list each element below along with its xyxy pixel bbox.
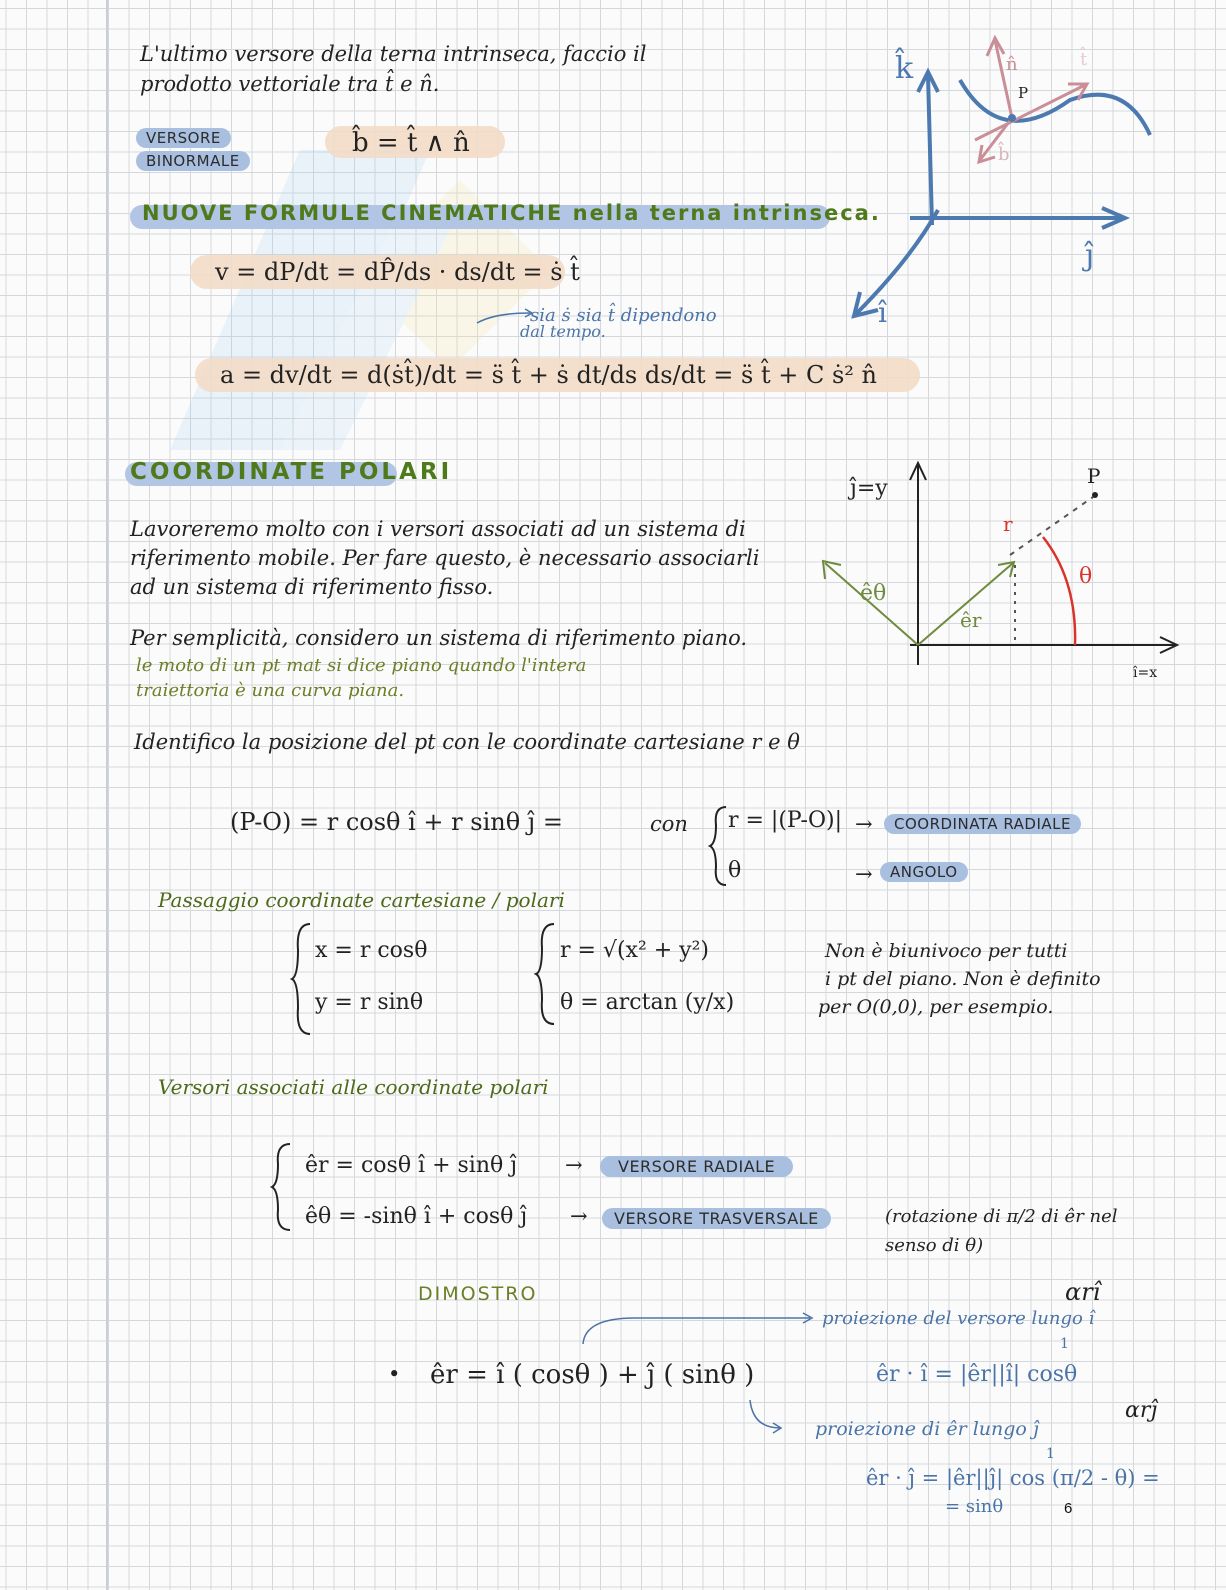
one-label-i: 1 [1060,1336,1069,1352]
k-axis [928,75,932,225]
margin-line [106,0,108,1590]
k-label: k̂ [895,51,914,86]
time-note-line-1: sia ṡ sia t̂ dipendono [530,305,717,326]
arrow-versor-transverse: → [570,1204,588,1228]
binormal-tag-2: BINORMALE [136,151,250,171]
theta-label: θ [1079,564,1093,589]
intro-line-2: prodotto vettoriale tra t̂ e n̂. [140,72,440,96]
sin-result: = sinθ [945,1496,1004,1517]
alpha-rj: αrĵ [1125,1398,1158,1423]
binormal-formula: b̂ = t̂ ∧ n̂ [352,128,470,158]
heading-polar: COORDINATE POLARI [130,459,453,485]
etheta-label: êθ [860,581,887,606]
er-label: êr [960,608,982,632]
para2-line-2: le moto di un pt mat si dice piano quando l'intera [136,655,587,676]
er-arrow [918,563,1013,645]
binormal-tag-1: VERSORE [136,128,231,148]
r-dashed-line [1010,497,1093,555]
er-dot-j: êr · ĵ = |êr||ĵ| cos (π/2 - θ) = [866,1466,1160,1490]
time-note-line-2: dal tempo. [520,322,606,341]
i-label: î [878,296,887,329]
brace-definitions [708,805,730,887]
intro-line-1: L'ultimo versore della terna intrinseca, faccio il [140,42,647,66]
p-point-label: P [1087,464,1101,488]
er-equation: êr = cosθ î + sinθ ĵ [305,1153,518,1178]
note-line-2: i pt del piano. Non è definito [825,968,1101,990]
polar-diagram [815,455,1195,690]
brace-versors [270,1142,294,1234]
bullet: • [388,1362,401,1386]
rotation-note-line-1: (rotazione di π/2 di êr nel [885,1206,1118,1227]
identify-line: Identifico la posizione del pt con le coordinate cartesiane r e θ [134,730,800,754]
theta-arc [1043,537,1075,645]
r-definition: r = |(P-O)| [728,808,842,833]
alpha-ri: αrî [1065,1278,1101,1306]
velocity-formula: v = dP/dt = dP̂/ds · ds/dt = ṡ t̂ [215,258,580,286]
page-number: 6 [1064,1500,1073,1517]
one-label-j: 1 [1046,1446,1055,1462]
theta-definition: θ [728,858,742,883]
para2-line-3: traiettoria è una curva piana. [136,680,405,701]
er-dot-i: êr · î = |êr||î| cosθ [876,1362,1078,1387]
para1-line-2: riferimento mobile. Per fare questo, è necessario associarli [130,546,760,570]
note-line-1: Non è biunivoco per tutti [825,940,1068,962]
r-label: r [1003,512,1013,536]
x-axis-label: î=x [1133,665,1158,681]
p-label: P [1018,84,1029,102]
brace-cartesian [290,922,314,1037]
rotation-note-line-2: senso di θ) [885,1235,984,1256]
y-equation: y = r sinθ [315,990,424,1015]
etheta-equation: êθ = -sinθ î + cosθ ĵ [305,1204,528,1229]
acceleration-formula: a = dv/dt = d(ṡt̂)/dt = s̈ t̂ + ṡ dt/ds ds/dt = s̈ t̂ + C ṡ² n̂ [220,361,877,389]
i-axis [855,210,938,315]
t-label: t̂ [1080,49,1088,70]
proj-i-label: proiezione del versore lungo î [822,1308,1095,1329]
brace-polar [534,922,558,1027]
tag-transverse-versor: VERSORE TRASVERSALE [602,1208,831,1229]
j-label: ĵ [1085,238,1095,273]
arrow-versor-radial: → [565,1153,583,1177]
note-line-3: per O(0,0), per esempio. [818,996,1054,1018]
b-label: b̂ [998,144,1010,165]
para1-line-1: Lavoreremo molto con i versori associati ad un sistema di [130,517,746,541]
theta-equation: θ = arctan (y/x) [560,990,735,1015]
tag-angle: ANGOLO [880,862,968,882]
proj-i-arrow [575,1308,820,1348]
arrow-radial: → [855,812,873,836]
para2-line-1: Per semplicità, considero un sistema di riferimento piano. [130,626,748,650]
tag-radial-versor: VERSORE RADIALE [600,1156,793,1177]
y-axis-label: ĵ=y [850,476,888,501]
arrow-angle: → [855,862,873,886]
intrinsic-axes-diagram [840,20,1170,340]
versors-title: Versori associati alle coordinate polari [158,1075,549,1099]
proj-j-label: proiezione di êr lungo ĵ [815,1418,1039,1440]
trajectory-curve [960,80,1150,135]
proj-j-arrow [745,1398,795,1438]
heading-kinematics: NUOVE FORMULE CINEMATICHE nella terna intrinseca. [142,201,881,225]
position-formula: (P-O) = r cosθ î + r sinθ ĵ = [230,808,563,836]
demo-formula: êr = î ( cosθ ) + ĵ ( sinθ ) [430,1360,755,1390]
para1-line-3: ad un sistema di riferimento fisso. [130,575,494,599]
x-equation: x = r cosθ [315,938,428,963]
con-label: con [650,812,688,836]
n-label: n̂ [1006,54,1018,75]
prove-title: DIMOSTRO [418,1283,538,1305]
tag-radial-coordinate: COORDINATA RADIALE [884,814,1081,834]
passage-title: Passaggio coordinate cartesiane / polari [158,888,565,912]
r-equation: r = √(x² + y²) [560,938,710,963]
